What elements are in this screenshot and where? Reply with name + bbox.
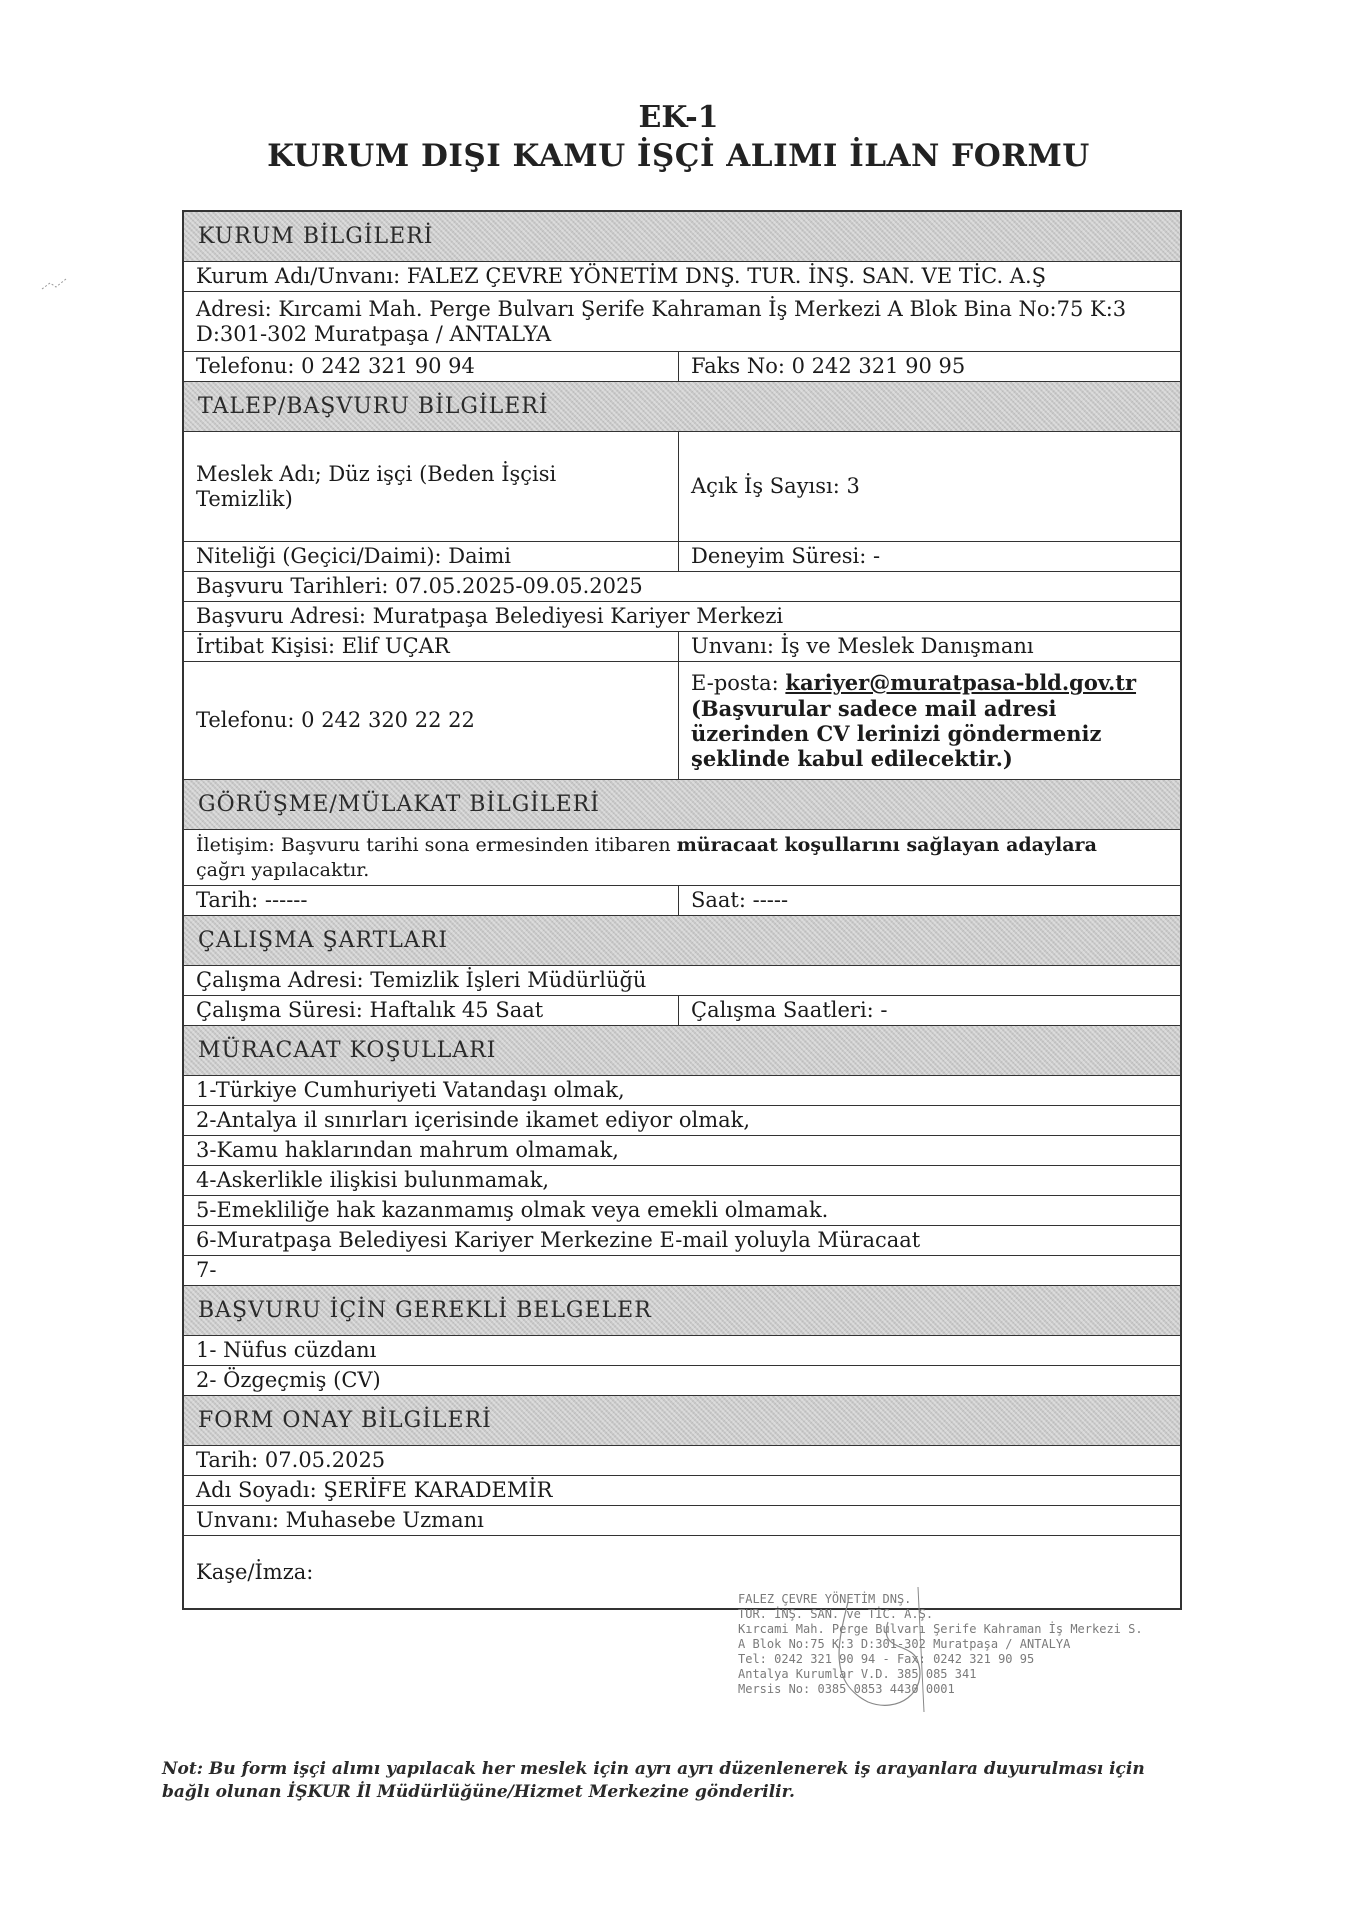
stamp-line: FALEZ ÇEVRE YÖNETİM DNŞ. xyxy=(738,1592,912,1606)
profession xyxy=(184,432,679,541)
row-profession xyxy=(184,432,1180,542)
row-interview-datetime xyxy=(184,886,1180,916)
row-work-duration xyxy=(184,996,1180,1026)
interview-date: Tarih: ------ xyxy=(184,886,679,915)
section-working-conditions xyxy=(184,916,1180,966)
row-contact xyxy=(184,632,1180,662)
profession-line2: Temizlik) xyxy=(196,486,293,511)
list-item xyxy=(184,1226,1180,1256)
application-address: Başvuru Adresi: Muratpaşa Belediyesi Kariyer Merkezi xyxy=(196,604,784,628)
stamp-line: A Blok No:75 K:3 D:301-302 Muratpaşa / ANTALYA xyxy=(738,1637,1071,1651)
institution-name: Kurum Adı/Unvanı: FALEZ ÇEVRE YÖNETİM DNŞ. TUR. İNŞ. SAN. VE TİC. A.Ş xyxy=(196,264,1047,288)
document-item: 2- Özgeçmiş (CV) xyxy=(196,1368,381,1392)
job-posting-form xyxy=(182,210,1182,1610)
row-institution-address xyxy=(184,292,1180,352)
row-approval-title xyxy=(184,1506,1180,1536)
institution-phone: Telefonu: 0 242 321 90 94 xyxy=(184,352,679,381)
list-item xyxy=(184,1366,1180,1396)
interview-time: Saat: ----- xyxy=(691,888,789,912)
contact-person: İrtibat Kişisi: Elif UÇAR xyxy=(184,632,679,661)
interview-contact-line2: çağrı yapılacaktır. xyxy=(196,858,370,881)
requirement-item: 6-Muratpaşa Belediyesi Kariyer Merkezine E-mail yoluyla Müracaat xyxy=(196,1228,921,1252)
list-item xyxy=(184,1196,1180,1226)
form-title: KURUM DIŞI KAMU İŞÇİ ALIMI İLAN FORMU xyxy=(267,138,1090,174)
list-item xyxy=(184,1136,1180,1166)
profession-line1: Meslek Adı; Düz işçi (Beden İşçisi xyxy=(196,461,557,486)
requirement-item: 3-Kamu haklarından mahrum olmamak, xyxy=(196,1138,619,1162)
section-requirements xyxy=(184,1026,1180,1076)
approval-title: Unvanı: Muhasebe Uzmanı xyxy=(196,1508,484,1532)
signature-label: Kaşe/İmza: xyxy=(196,1559,314,1584)
email-link[interactable]: kariyer@muratpasa-bld.gov.tr xyxy=(785,670,1137,695)
stamp-line: TUR. İNŞ. SAN. ve TİC. A.Ş. xyxy=(738,1607,934,1621)
section-application-title: TALEP/BAŞVURU BİLGİLERİ xyxy=(198,394,549,419)
section-documents-title: BAŞVURU İÇİN GEREKLİ BELGELER xyxy=(198,1298,652,1323)
section-interview-title: GÖRÜŞME/MÜLAKAT BİLGİLERİ xyxy=(198,792,600,817)
open-jobs: Açık İş Sayısı: 3 xyxy=(691,474,860,498)
section-working-conditions-title: ÇALIŞMA ŞARTLARI xyxy=(198,928,449,953)
institution-fax: Faks No: 0 242 321 90 95 xyxy=(691,354,966,378)
requirement-item: 2-Antalya il sınırları içerisinde ikamet ediyor olmak, xyxy=(196,1108,751,1132)
row-apply-address xyxy=(184,602,1180,632)
row-approval-name xyxy=(184,1476,1180,1506)
row-signature xyxy=(184,1536,1180,1608)
institution-address-line1: Adresi: Kırcami Mah. Perge Bulvarı Şerife Kahraman İş Merkezi A Blok Bina No:75 K:3 xyxy=(196,296,1127,321)
section-institution xyxy=(184,212,1180,262)
contact-email-block xyxy=(679,662,1180,779)
email-note-line3: şeklinde kabul edilecektir.) xyxy=(691,746,1013,771)
section-approval xyxy=(184,1396,1180,1446)
row-work-address xyxy=(184,966,1180,996)
interview-contact-bold: müracaat koşullarını sağlayan adaylara xyxy=(676,833,1097,856)
email-note-line1: (Başvurular sadece mail adresi xyxy=(691,696,1057,721)
work-hours: Çalışma Saatleri: - xyxy=(691,998,888,1022)
section-requirements-title: MÜRACAAT KOŞULLARI xyxy=(198,1038,497,1063)
annex-label: EK-1 xyxy=(638,100,719,135)
row-institution-name xyxy=(184,262,1180,292)
list-item xyxy=(184,1336,1180,1366)
note-label: Not: xyxy=(162,1759,204,1779)
email-line xyxy=(691,670,1136,696)
application-dates: Başvuru Tarihleri: 07.05.2025-09.05.2025 xyxy=(196,574,643,598)
interview-contact-label: İletişim: xyxy=(196,833,281,856)
institution-address xyxy=(184,292,1180,351)
row-phone-fax xyxy=(184,352,1180,382)
list-item xyxy=(184,1166,1180,1196)
interview-contact xyxy=(184,830,1180,885)
list-item xyxy=(184,1076,1180,1106)
stamp-line: Kırcami Mah. Perge Bulvarı Şerife Kahraman İş Merkezi S. xyxy=(738,1622,1143,1636)
requirement-item: 4-Askerlikle ilişkisi bulunmamak, xyxy=(196,1168,550,1192)
work-duration: Çalışma Süresi: Haftalık 45 Saat xyxy=(184,996,679,1025)
list-item xyxy=(184,1256,1180,1286)
section-approval-title: FORM ONAY BİLGİLERİ xyxy=(198,1408,492,1433)
work-address: Çalışma Adresi: Temizlik İşleri Müdürlüğü xyxy=(196,968,647,992)
approval-date: Tarih: 07.05.2025 xyxy=(196,1448,386,1472)
contact-phone: Telefonu: 0 242 320 22 22 xyxy=(184,662,679,779)
row-approval-date xyxy=(184,1446,1180,1476)
scan-mark xyxy=(40,275,70,295)
row-dates xyxy=(184,572,1180,602)
note-text: Bu form işçi alımı yapılacak her meslek için ayrı ayrı düzenlenerek iş arayanlara duyurulması için bağlı olunan İŞKUR İl Müdürlüğüne/Hizmet Merkezine gönderilir. xyxy=(162,1759,1145,1802)
email-note-line2: üzerinden CV lerinizi göndermeniz xyxy=(691,721,1102,746)
contact-title: Unvanı: İş ve Meslek Danışmanı xyxy=(691,634,1034,658)
experience: Deneyim Süresi: - xyxy=(691,544,881,568)
section-documents xyxy=(184,1286,1180,1336)
interview-contact-line1 xyxy=(196,833,1097,858)
email-label: E-posta: xyxy=(691,671,786,695)
stamp-line: Mersis No: 0385 0853 4430 0001 xyxy=(738,1682,955,1696)
stamp-line: Tel: 0242 321 90 94 - Fax: 0242 321 90 95 xyxy=(738,1652,1035,1666)
section-application xyxy=(184,382,1180,432)
requirement-item: 1-Türkiye Cumhuriyeti Vatandaşı olmak, xyxy=(196,1078,625,1102)
institution-address-line2: D:301-302 Muratpaşa / ANTALYA xyxy=(196,321,552,346)
requirement-item: 5-Emekliliğe hak kazanmamış olmak veya emekli olmamak. xyxy=(196,1198,829,1222)
list-item xyxy=(184,1106,1180,1136)
approval-name: Adı Soyadı: ŞERİFE KARADEMİR xyxy=(196,1478,553,1502)
footer-note xyxy=(162,1758,1182,1804)
requirement-item: 7- xyxy=(196,1258,217,1282)
stamp-line: Antalya Kurumlar V.D. 385 085 341 xyxy=(738,1667,977,1681)
job-nature: Niteliği (Geçici/Daimi): Daimi xyxy=(184,542,679,571)
row-contact-phone xyxy=(184,662,1180,780)
interview-contact-text: Başvuru tarihi sona ermesinden itibaren xyxy=(280,833,677,856)
section-institution-title: KURUM BİLGİLERİ xyxy=(198,224,434,249)
section-interview xyxy=(184,780,1180,830)
row-interview-contact xyxy=(184,830,1180,886)
document-item: 1- Nüfus cüzdanı xyxy=(196,1338,377,1362)
row-nature xyxy=(184,542,1180,572)
